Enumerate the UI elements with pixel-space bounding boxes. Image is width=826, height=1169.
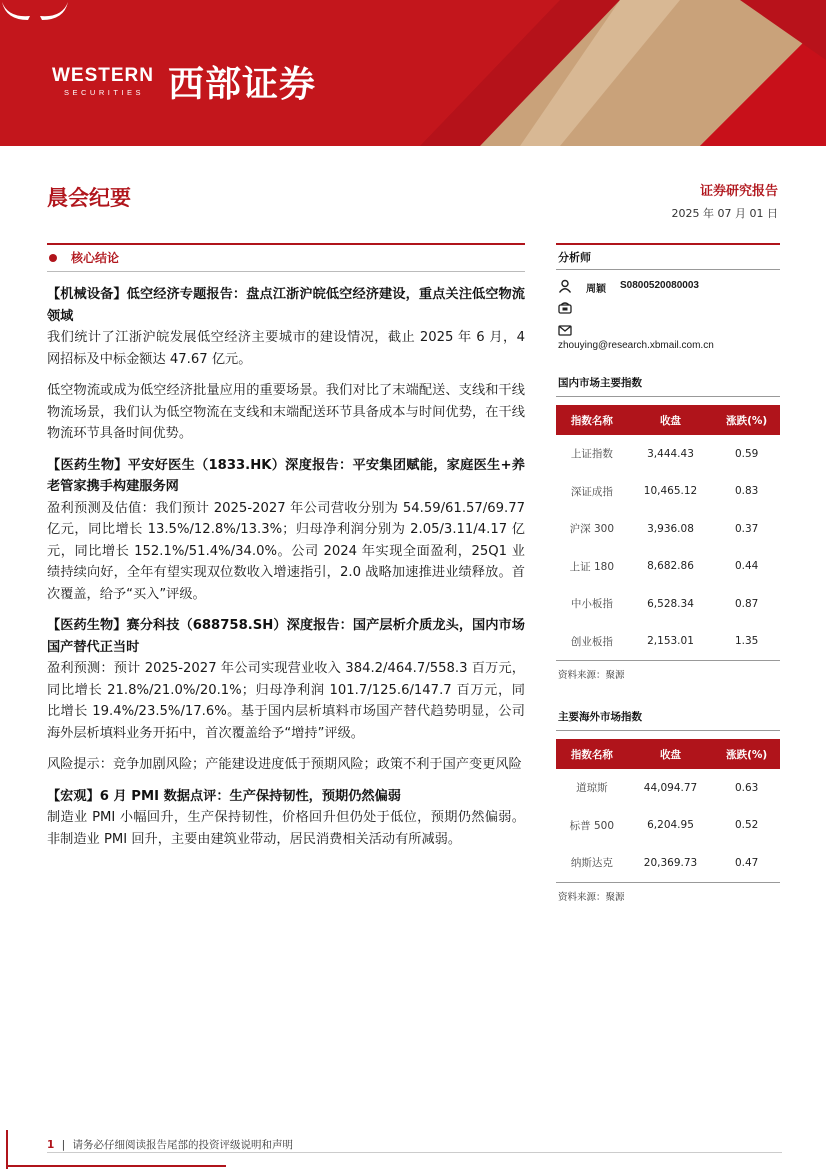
table-row (556, 844, 780, 882)
analyst-email[interactable]: zhouying@research.xbmail.com.cn (558, 340, 714, 351)
analyst-phone-row (556, 298, 780, 320)
column-header: 指数名称 (556, 405, 628, 435)
article-heading: 【宏观】6 月 PMI 数据点评：生产保持韧性，预期仍然偏弱 (47, 788, 401, 804)
logo-english: WESTERN (52, 65, 154, 86)
footer-disclaimer: 请务必仔细阅读报告尾部的投资评级说明和声明 (72, 1139, 294, 1151)
index-name: 中小板指 (570, 598, 613, 611)
table-row (556, 769, 780, 807)
main-content (47, 284, 525, 860)
table-row (556, 510, 780, 548)
column-header: 收盘 (628, 739, 714, 769)
logo-chinese: 西部证券 (168, 64, 317, 105)
article-paragraph: 制造业 PMI 小幅回升，生产保持韧性，价格回升但仍处于低位，预期仍然偏弱。非制造业 PMI 回升，主要由建筑业带动，居民消费相关活动有所减弱。 (47, 810, 525, 847)
document-title: 晨会纪要 (47, 185, 131, 210)
bullet-dot-icon (49, 254, 57, 262)
domestic-index-title: 国内市场主要指数 (556, 369, 780, 397)
table-header-row (556, 405, 780, 435)
article-heading: 【机械设备】低空经济专题报告：盘点江浙沪皖低空经济建设，重点关注低空物流领域 (47, 287, 525, 324)
report-date: 2025 年 07 月 01 日 (671, 207, 778, 220)
article-heading: 【医药生物】平安好医生（1833.HK）深度报告：平安集团赋能，家庭医生+养老管家携手构建服务网 (47, 457, 525, 494)
sidebar (556, 243, 780, 903)
article-heading: 【医药生物】赛分科技（688758.SH）深度报告：国产层析介质龙头，国内市场国产替代正当时 (47, 618, 525, 655)
table-row (556, 548, 780, 586)
article-paragraph: 我们统计了江浙沪皖发展低空经济主要城市的建设情况，截止 2025 年 6 月，4 网招标及中标金额达 47.67 亿元。 (47, 330, 525, 367)
table-row (556, 435, 780, 473)
index-name: 深证成指 (570, 485, 613, 498)
index-name: 纳斯达克 (556, 844, 628, 882)
index-close: 2,153.01 (628, 623, 714, 661)
index-name: 道琼斯 (576, 782, 608, 795)
footer (47, 1137, 293, 1152)
article-paragraph: 低空物流或成为低空经济批量应用的重要场景。我们对比了末端配送、支线和干线物流场景，我们认为低空物流在支线和末端配送环节具备成本与时间优势，在干线物流环节具备时间优势。 (47, 383, 525, 441)
article (47, 615, 525, 776)
domestic-index-table (556, 405, 780, 661)
index-close: 3,936.08 (647, 522, 694, 535)
index-close: 44,094.77 (643, 781, 698, 794)
index-change: 0.44 (734, 560, 759, 573)
overseas-index-table (556, 739, 780, 883)
column-header: 收盘 (628, 405, 714, 435)
index-change: 0.37 (734, 522, 759, 535)
analyst-section-header (556, 243, 780, 270)
article (47, 284, 525, 445)
analyst-license: S0800520080003 (620, 280, 699, 291)
article-paragraph: 盈利预测及估值：我们预计 2025-2027 年公司营收分别为 54.59/61.57/69.77 亿元，同比增长 13.5%/12.8%/13.3%；归母净利润分别为 2.05/3.11/4.17 亿元，同比增长 152.1%/51.4%/34.0%。公司 2024 年实现全面盈利，25Q1 业绩持续向好，全年有望实现双位数收入增速指引，2.0 战略加速推进业绩释放。首次覆盖，给予“买入”评级。 (47, 500, 525, 602)
table-header-row (556, 739, 780, 769)
article (47, 455, 525, 606)
section-title: 核心结论 (71, 251, 120, 265)
analyst-name: 周颖 (586, 284, 606, 295)
table-row (556, 807, 780, 845)
overseas-source: 资料来源：聚源 (558, 891, 625, 903)
column-header: 涨跌(%) (713, 739, 780, 769)
index-close: 20,369.73 (628, 844, 714, 882)
index-change: 0.83 (734, 485, 759, 498)
index-name: 创业板指 (556, 623, 628, 661)
footer-divider (47, 1152, 782, 1153)
page-number: 1 (47, 1139, 55, 1151)
report-type: 证券研究报告 (699, 184, 778, 199)
article-paragraph: 风险提示：竞争加剧风险；产能建设进度低于预期风险；政策不利于国产变更风险 (47, 757, 522, 772)
index-close: 8,682.86 (647, 560, 694, 573)
index-name: 沪深 300 (569, 523, 615, 536)
email-icon (558, 323, 572, 337)
footer-separator: | (61, 1139, 66, 1151)
corner-mark-horizontal (6, 1165, 226, 1167)
person-icon (558, 279, 572, 293)
index-change: 0.63 (734, 781, 759, 794)
index-change: 0.87 (734, 597, 759, 610)
analyst-email-row (556, 320, 780, 342)
column-header: 涨跌(%) (713, 405, 780, 435)
analyst-name-row (556, 276, 780, 298)
index-close: 6,528.34 (647, 597, 694, 610)
index-change: 1.35 (713, 623, 780, 661)
article-paragraph: 盈利预测：预计 2025-2027 年公司实现营业收入 384.2/464.7/558.3 百万元，同比增长 21.8%/21.0%/20.1%；归母净利润 101.7/125.6/147.7 百万元，同比增长 19.4%/23.5%/17.6%。基于国内层析填料市场国产替代趋势明显，公司海外层析填料业务开拓中，首次覆盖给予“增持”评级。 (47, 661, 525, 741)
article (47, 786, 525, 851)
logo-english-sub: SECURITIES (63, 88, 144, 97)
index-name: 上证指数 (570, 448, 613, 461)
table-row (556, 623, 780, 661)
table-row (556, 473, 780, 511)
index-close: 3,444.43 (647, 447, 694, 460)
phone-icon (558, 301, 572, 315)
index-name: 标普 500 (569, 819, 615, 832)
index-close: 10,465.12 (643, 485, 698, 498)
column-header: 指数名称 (556, 739, 628, 769)
index-change: 0.59 (734, 447, 759, 460)
bull-horns-icon (0, 0, 70, 22)
section-header (47, 243, 525, 272)
header-banner (0, 0, 826, 146)
index-change: 0.47 (713, 844, 780, 882)
overseas-index-title: 主要海外市场指数 (556, 703, 780, 731)
corner-mark-vertical (6, 1130, 8, 1169)
domestic-source: 资料来源：聚源 (558, 670, 625, 681)
index-name: 上证 180 (569, 560, 615, 573)
table-row (556, 585, 780, 623)
index-change: 0.52 (734, 819, 759, 832)
analyst-section-title: 分析师 (558, 251, 591, 264)
index-close: 6,204.95 (647, 819, 694, 832)
